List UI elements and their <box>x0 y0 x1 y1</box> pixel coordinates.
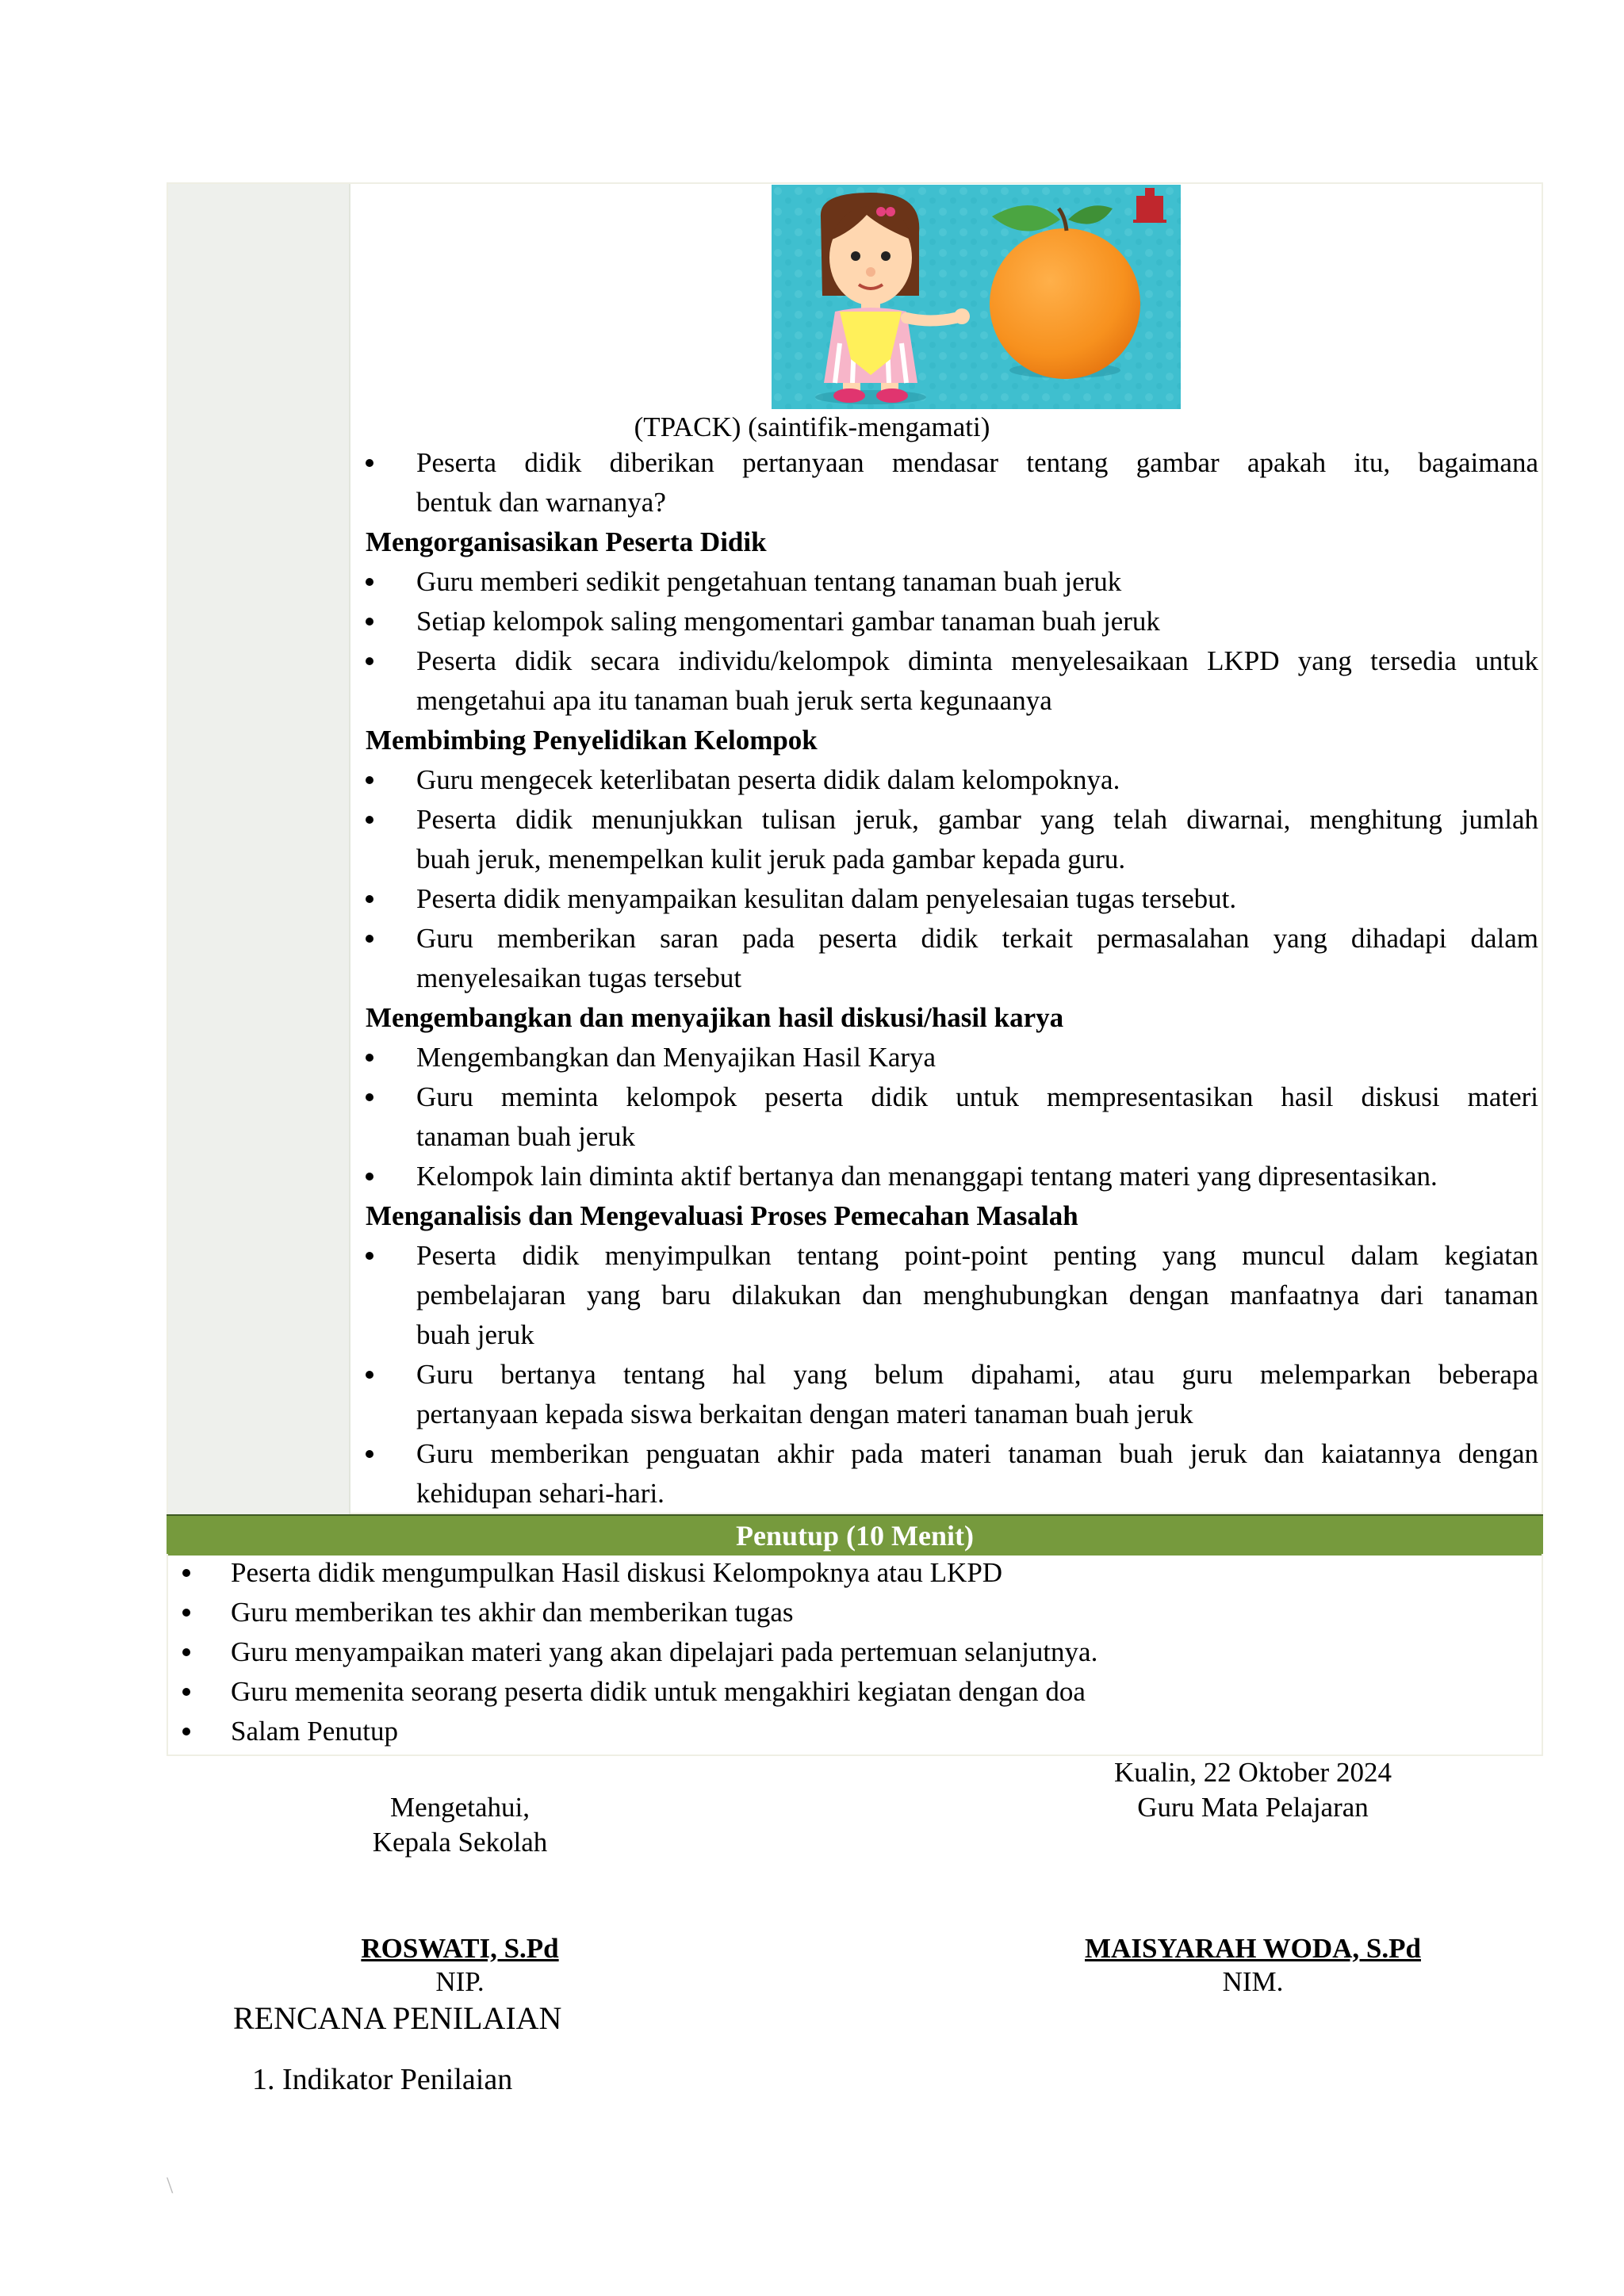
list-item-line: Guru memberikan saran pada peserta didik terkait permasalahan yang dihadapi dalam <box>416 923 1538 954</box>
list-item: Kelompok lain diminta aktif bertanya dan menanggapi tentang materi yang dipresentasikan. <box>416 1161 1438 1192</box>
section-title-analyze: Menganalisis dan Mengevaluasi Proses Pemecahan Masalah <box>366 1200 1078 1231</box>
bullet-dot <box>366 1252 373 1260</box>
principal-nip: NIP. <box>435 1966 485 1997</box>
bullet-dot <box>366 657 373 665</box>
penutup-item: Guru menyampaikan materi yang akan dipelajari pada pertemuan selanjutnya. <box>231 1636 1098 1667</box>
bullet-dot <box>366 776 373 784</box>
list-item-line: Peserta didik menunjukkan tulisan jeruk, gambar yang telah diwarnai, menghitung jumlah <box>416 804 1538 835</box>
teacher-role: Guru Mata Pelajaran <box>1137 1792 1369 1823</box>
bullet-dot <box>366 459 373 467</box>
list-item-line: pertanyaan kepada siswa berkaitan dengan materi tanaman buah jeruk <box>416 1399 1193 1429</box>
penutup-header: Penutup (10 Menit) <box>167 1514 1543 1556</box>
bullet-dot <box>366 895 373 903</box>
list-item-line: Peserta didik menyimpulkan tentang point-point penting yang muncul dalam kegiatan <box>416 1240 1538 1271</box>
bullet-dot <box>366 578 373 586</box>
bullet-dot <box>366 1093 373 1101</box>
penutup-item: Peserta didik mengumpulkan Hasil diskusi Kelompoknya atau LKPD <box>231 1557 1003 1588</box>
intro-bullet-line2: bentuk dan warnanya? <box>416 487 666 518</box>
penutup-item: Salam Penutup <box>231 1716 398 1747</box>
list-item-line: menyelesaikan tugas tersebut <box>416 962 742 993</box>
list-item: Guru mengecek keterlibatan peserta didik dalam kelompoknya. <box>416 764 1120 795</box>
intro-word-2: didik <box>524 447 582 478</box>
list-item-line: buah jeruk <box>416 1319 534 1350</box>
principal-role: Kepala Sekolah <box>372 1827 548 1858</box>
bullet-dot <box>182 1609 190 1617</box>
place-date: Kualin, 22 Oktober 2024 <box>1114 1757 1392 1788</box>
list-item-line: kehidupan sehari-hari. <box>416 1478 665 1509</box>
list-item: Guru memberi sedikit pengetahuan tentang tanaman buah jeruk <box>416 566 1122 597</box>
list-item-line: Guru memberikan penguatan akhir pada materi tanaman buah jeruk dan kaiatannya dengan <box>416 1438 1538 1469</box>
table-left-column <box>168 184 350 1516</box>
teacher-nim: NIM. <box>1222 1966 1284 1997</box>
list-item: Mengembangkan dan Menyajikan Hasil Karya <box>416 1042 936 1073</box>
bullet-dot <box>182 1688 190 1696</box>
section-title-organize: Mengorganisasikan Peserta Didik <box>366 526 767 557</box>
list-item-line: tanaman buah jeruk <box>416 1121 636 1152</box>
principal-name: ROSWATI, S.Pd <box>361 1933 559 1964</box>
list-item-line: pembelajaran yang baru dilakukan dan menghubungkan dengan manfaatnya dari tanaman <box>416 1280 1538 1311</box>
penutup-item: Guru memberikan tes akhir dan memberikan tugas <box>231 1597 794 1628</box>
intro-word-3: diberikan pertanyaan mendasar <box>609 447 999 478</box>
assessment-indicator-item: 1. Indikator Penilaian <box>252 2063 513 2096</box>
list-item-line: Peserta didik secara individu/kelompok diminta menyelesaikaan LKPD yang tersedia untuk <box>416 645 1538 676</box>
intro-word-4: tentang gambar apakah itu, bagaimana <box>1026 447 1538 478</box>
bullet-dot <box>366 1054 373 1062</box>
bullet-dot <box>366 935 373 943</box>
bullet-dot <box>366 1371 373 1379</box>
penutup-item: Guru memenita seorang peserta didik untuk mengakhiri kegiatan dengan doa <box>231 1676 1086 1707</box>
bullet-dot <box>366 816 373 824</box>
section-title-develop: Mengembangkan dan menyajikan hasil diskusi/hasil karya <box>366 1002 1064 1033</box>
principal-acknowledge: Mengetahui, <box>390 1792 530 1823</box>
bullet-dot <box>182 1569 190 1577</box>
list-item: Peserta didik menyampaikan kesulitan dalam penyelesaian tugas tersebut. <box>416 883 1237 914</box>
teacher-name: MAISYARAH WODA, S.Pd <box>1085 1933 1421 1964</box>
bullet-dot <box>366 1450 373 1458</box>
list-item-line: mengetahui apa itu tanaman buah jeruk serta kegunaanya <box>416 685 1052 716</box>
bullet-dot <box>366 618 373 626</box>
section-title-guide: Membimbing Penyelidikan Kelompok <box>366 725 818 756</box>
bullet-dot <box>182 1648 190 1656</box>
list-item: Setiap kelompok saling mengomentari gambar tanaman buah jeruk <box>416 606 1160 637</box>
assessment-plan-heading: RENCANA PENILAIAN <box>233 2000 562 2036</box>
list-item-line: buah jeruk, menempelkan kulit jeruk pada gambar kepada guru. <box>416 844 1126 874</box>
intro-word-1: Peserta <box>416 447 497 478</box>
girl-and-orange-image <box>772 185 1181 409</box>
image-caption: (TPACK) (saintifik-mengamati) <box>634 411 990 442</box>
bullet-dot <box>182 1728 190 1735</box>
intro-bullet-line1 <box>416 443 1538 483</box>
list-item-line: Guru bertanya tentang hal yang belum dipahami, atau guru melemparkan beberapa <box>416 1359 1538 1390</box>
orange-illustration <box>772 185 1181 409</box>
stray-mark: \ <box>167 2172 174 2198</box>
list-item-line: Guru meminta kelompok peserta didik untuk mempresentasikan hasil diskusi materi <box>416 1081 1538 1112</box>
bullet-dot <box>366 1173 373 1181</box>
